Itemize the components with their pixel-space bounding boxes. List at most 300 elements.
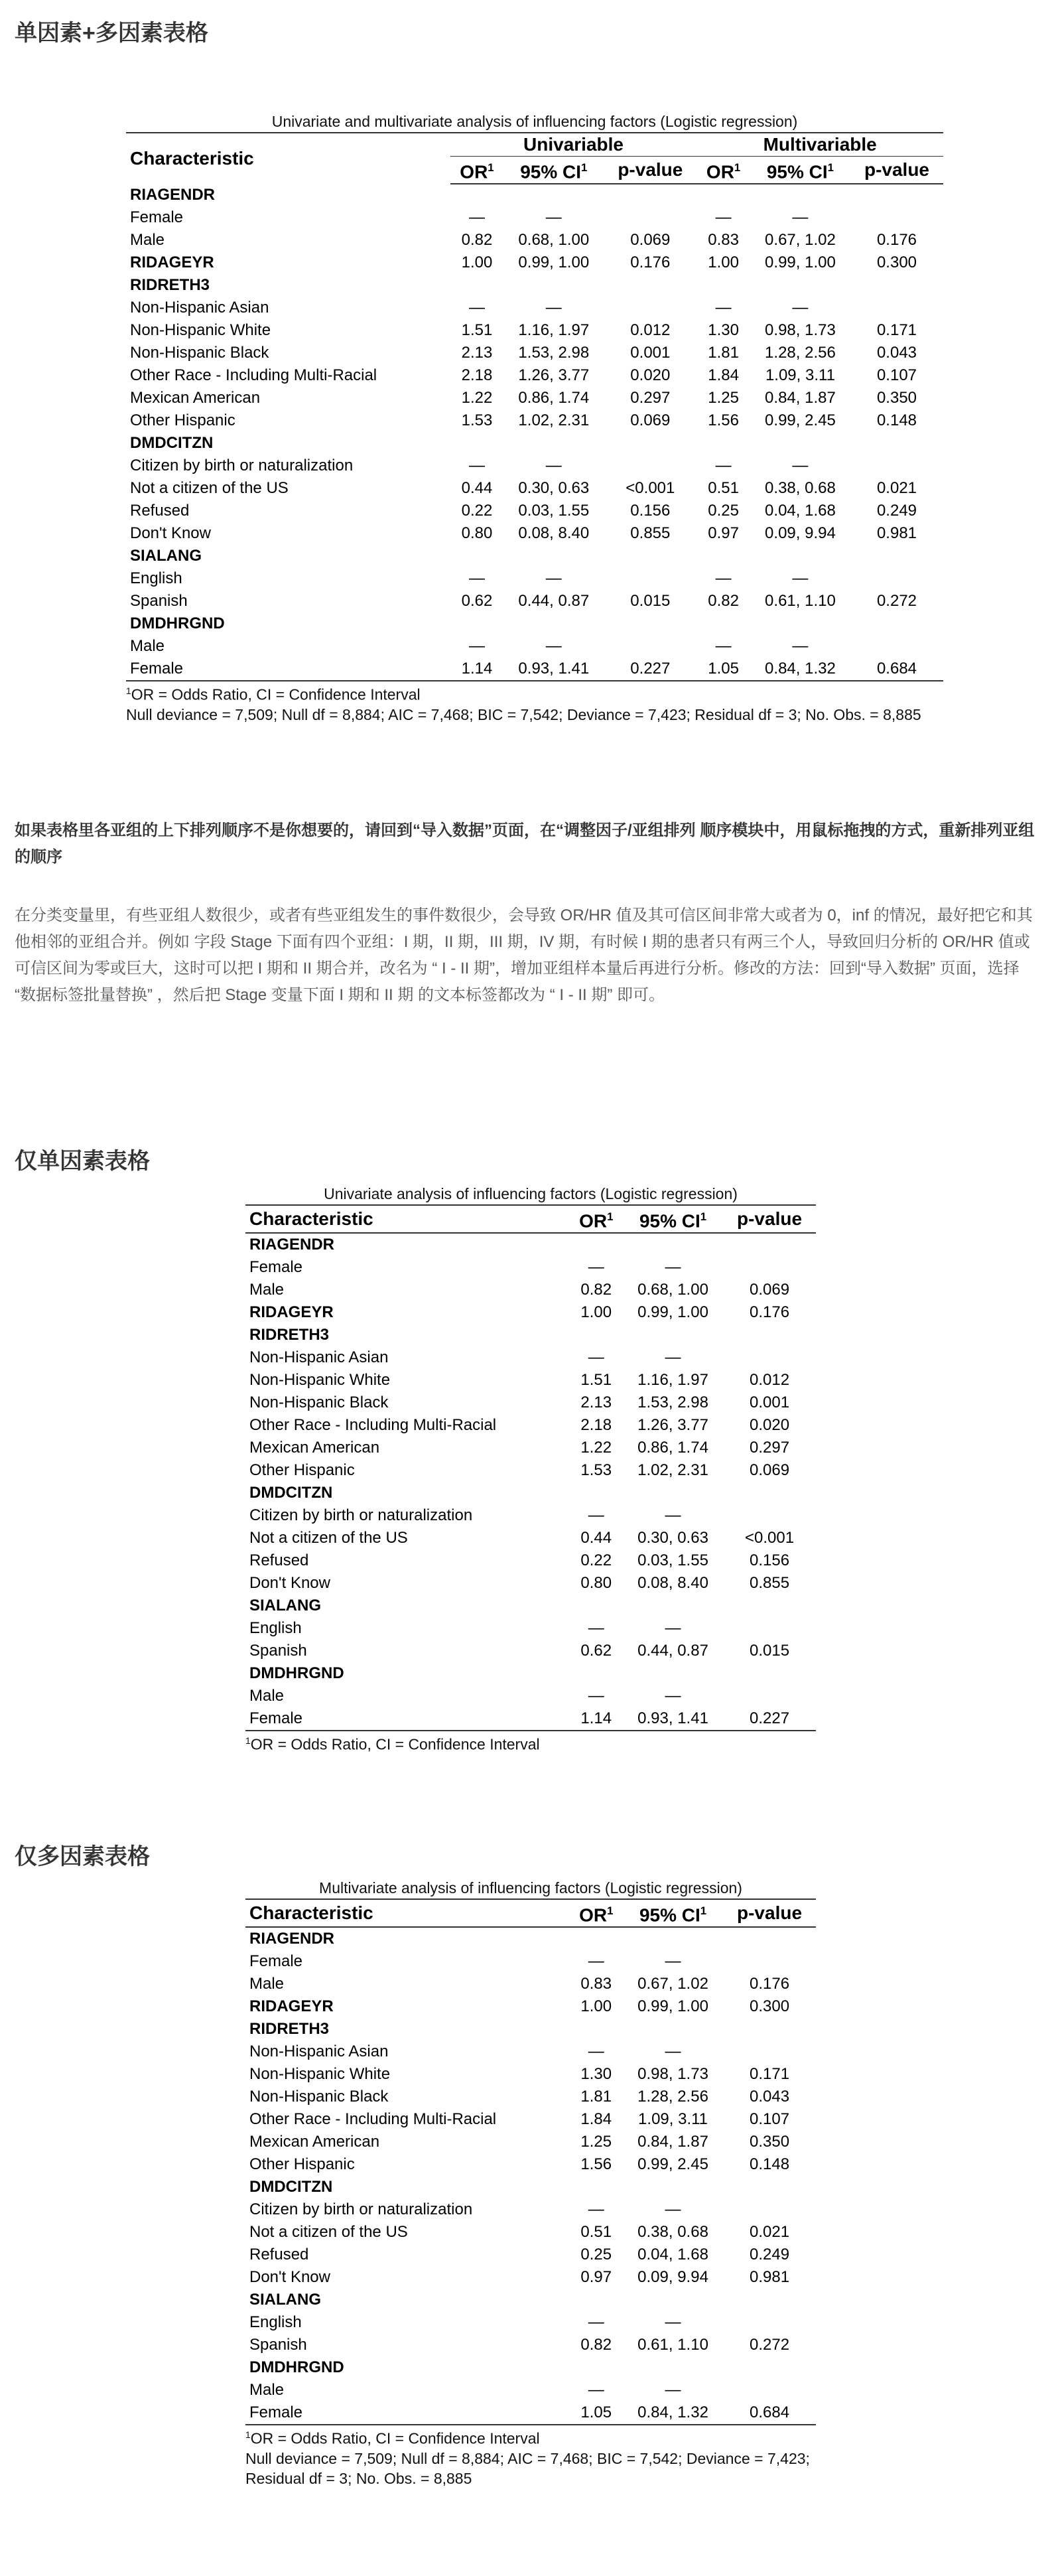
variable-name: RIAGENDR (249, 1236, 335, 1254)
p-value (723, 1950, 816, 1973)
level-name: Other Race - Including Multi-Racial (249, 1416, 497, 1435)
level-name: English (249, 2313, 302, 2332)
p-value (850, 612, 943, 635)
p-value (850, 567, 943, 590)
header-p: p-value (723, 1899, 816, 1927)
or-value: 2.13 (580, 1394, 612, 1412)
p-value (850, 184, 943, 206)
ci-value: — (665, 2042, 681, 2061)
or-value: 1.56 (708, 411, 739, 430)
ci-value: — (665, 1506, 681, 1525)
ci-value: 0.67, 1.02 (637, 1975, 708, 1993)
table-row (245, 2221, 816, 2244)
ci-value: — (792, 208, 809, 227)
header-characteristic: Characteristic (126, 133, 450, 184)
p-value: 0.001 (630, 344, 671, 362)
p-value (723, 2379, 816, 2401)
table-row (126, 567, 943, 590)
or-value (450, 274, 504, 297)
table-row (245, 1927, 816, 1950)
or-value: 0.25 (708, 502, 739, 520)
level-name: Other Hispanic (249, 1461, 355, 1480)
p-value: 0.300 (876, 253, 917, 272)
ci-value (503, 184, 604, 206)
table-row (126, 432, 943, 455)
combined-table-wrap (126, 113, 943, 725)
p-value (604, 184, 696, 206)
p-value (723, 2176, 816, 2198)
level-name: Male (249, 1281, 285, 1299)
level-name: Mexican American (130, 389, 261, 407)
p-value: 0.015 (630, 592, 671, 610)
p-value: 0.012 (749, 1371, 790, 1390)
p-value: 0.227 (604, 658, 696, 681)
ci-value: 0.86, 1.74 (518, 389, 590, 407)
table-row (245, 2401, 816, 2425)
table-row (245, 1414, 816, 1437)
or-value: — (715, 208, 732, 227)
variable-name: RIAGENDR (249, 1930, 335, 1948)
level-name: Not a citizen of the US (249, 1529, 408, 1547)
level-name: Non-Hispanic Black (249, 1394, 389, 1412)
or-value: — (468, 208, 485, 227)
p-value: 0.015 (749, 1642, 790, 1660)
or-value: — (468, 457, 485, 475)
or-value (450, 432, 504, 455)
p-value: 0.176 (749, 1975, 790, 1993)
ci-value: 1.53, 2.98 (637, 1394, 708, 1412)
or-value: 1.81 (580, 2088, 612, 2106)
ci-value (623, 1662, 723, 1685)
p-value (604, 545, 696, 567)
or-value: 0.82 (580, 2336, 612, 2354)
or-value: 1.25 (580, 2133, 612, 2151)
or-value: — (588, 1619, 604, 1638)
level-name: Spanish (249, 2336, 307, 2354)
header-or: $OR^1$ (569, 1899, 623, 1927)
table-footnote: $^1$OR = Odds Ratio, CI = Confidence Interval (245, 1735, 540, 1753)
level-name: Don't Know (130, 524, 211, 543)
ci-value: — (545, 457, 562, 475)
or-value: 1.51 (580, 1371, 612, 1390)
level-name: Female (249, 1952, 303, 1971)
or-value: — (588, 1258, 604, 1277)
or-value: — (468, 637, 485, 656)
level-name: Don't Know (249, 1574, 330, 1593)
level-name: Spanish (130, 592, 188, 610)
p-value (723, 2018, 816, 2040)
or-value: 1.00 (580, 1997, 612, 2016)
ci-value: — (665, 2381, 681, 2399)
model-stats: Null deviance = 7,509; Null df = 8,884; AIC = 7,468; BIC = 7,542; Deviance = 7,423; Residual df = 3; No. Obs. = 8,885 (126, 705, 921, 723)
ci-value: 0.93, 1.41 (503, 658, 604, 681)
multivariate-table (245, 1879, 816, 2425)
or-value: 1.00 (461, 253, 493, 272)
ci-value (503, 432, 604, 455)
or-value: — (588, 2042, 604, 2061)
ci-value: 0.30, 0.63 (637, 1529, 708, 1547)
p-value (723, 2198, 816, 2221)
variable-name: SIALANG (249, 1597, 321, 1615)
p-value (723, 1482, 816, 1504)
table-row (245, 1369, 816, 1392)
header-univariable: Univariable (450, 133, 697, 157)
or-value: 2.18 (580, 1416, 612, 1435)
or-value (569, 1595, 623, 1617)
table-row (245, 2086, 816, 2108)
ci-value (750, 184, 850, 206)
variable-name: SIALANG (130, 547, 202, 565)
or-value: 1.00 (580, 1303, 612, 1322)
ci-value: 0.61, 1.10 (765, 592, 836, 610)
or-value: — (715, 569, 732, 588)
table-row (245, 1617, 816, 1640)
level-name: Citizen by birth or naturalization (249, 2200, 473, 2219)
or-value: 1.30 (708, 321, 739, 340)
table-row (245, 2244, 816, 2266)
ci-value (623, 1233, 723, 1256)
p-value: 0.855 (630, 524, 671, 543)
or-value (696, 612, 750, 635)
table-row (245, 1324, 816, 1346)
table-row (245, 1301, 816, 1324)
variable-name: DMDCITZN (130, 434, 214, 453)
univariate-table-body (245, 1233, 816, 1731)
ci-value: — (665, 1348, 681, 1367)
ci-value: 0.38, 0.68 (637, 2223, 708, 2242)
or-value: — (588, 2381, 604, 2399)
ci-value: — (545, 208, 562, 227)
p-value: 0.020 (749, 1416, 790, 1435)
table-row (245, 1995, 816, 2018)
or-value: 1.84 (708, 366, 739, 385)
ci-value (503, 545, 604, 567)
level-name: Male (130, 637, 165, 656)
table-caption: Univariate and multivariate analysis of influencing factors (Logistic regression) (271, 113, 798, 130)
ci-value: — (792, 637, 809, 656)
multivariate-table-wrap (245, 1879, 816, 2488)
ci-value: — (665, 2200, 681, 2219)
multivariate-table-body (245, 1927, 816, 2425)
or-value (569, 2018, 623, 2040)
or-value: 0.25 (580, 2246, 612, 2264)
ci-value: 0.44, 0.87 (518, 592, 590, 610)
p-value (850, 274, 943, 297)
level-name: Female (245, 2401, 569, 2425)
or-value (569, 1662, 623, 1685)
level-name: Refused (249, 2246, 309, 2264)
header-ci: 95% $CI^1$ (623, 1205, 723, 1233)
or-value: — (468, 299, 485, 317)
ci-value: 1.09, 3.11 (638, 2110, 708, 2129)
level-name: Non-Hispanic White (249, 1371, 391, 1390)
or-value: 1.51 (461, 321, 493, 340)
or-value (450, 612, 504, 635)
header-or: $OR^1$ (450, 157, 504, 184)
or-value (569, 2289, 623, 2311)
or-value (569, 1482, 623, 1504)
or-value (696, 432, 750, 455)
or-value: 0.51 (580, 2223, 612, 2242)
ci-value (503, 274, 604, 297)
level-name: Other Hispanic (249, 2155, 355, 2174)
ci-value (623, 1927, 723, 1950)
level-name: Other Race - Including Multi-Racial (249, 2110, 497, 2129)
p-value: 0.684 (850, 658, 943, 681)
header-p: p-value (604, 157, 696, 184)
table-row (245, 1707, 816, 1731)
or-value: 0.22 (461, 502, 493, 520)
p-value (604, 432, 696, 455)
table-row (126, 545, 943, 567)
ci-value: 0.86, 1.74 (637, 1439, 708, 1457)
ci-value (623, 1595, 723, 1617)
table-row (245, 2356, 816, 2379)
level-name: Female (249, 1258, 303, 1277)
table-row (126, 364, 943, 387)
table-row (126, 274, 943, 297)
table-row (126, 500, 943, 522)
p-value (723, 1233, 816, 1256)
variable-name: RIAGENDR (130, 186, 216, 204)
level-name: Male (249, 2381, 285, 2399)
p-value (850, 432, 943, 455)
ci-value: 1.02, 2.31 (637, 1461, 708, 1480)
or-value: 0.62 (580, 1642, 612, 1660)
or-value: — (715, 637, 732, 656)
level-name: Male (130, 231, 165, 250)
ci-value (750, 432, 850, 455)
variable-name: DMDHRGND (249, 2358, 344, 2377)
p-value (850, 545, 943, 567)
ci-value: 0.68, 1.00 (637, 1281, 708, 1299)
ci-value: 1.28, 2.56 (765, 344, 836, 362)
or-value: 0.80 (461, 524, 493, 543)
level-name: Refused (249, 1551, 309, 1570)
table-row (245, 2334, 816, 2356)
table-row (245, 1685, 816, 1707)
header-or: $OR^1$ (569, 1205, 623, 1233)
p-value (604, 635, 696, 658)
ci-value: 0.84, 1.87 (765, 389, 836, 407)
table-row (245, 1392, 816, 1414)
table-row (126, 184, 943, 206)
table-row (126, 251, 943, 274)
p-value: 0.300 (749, 1997, 790, 2016)
header-characteristic: Characteristic (245, 1899, 569, 1927)
ci-value: 0.38, 0.68 (765, 479, 836, 498)
p-value: 0.021 (749, 2223, 790, 2242)
header-p: p-value (850, 157, 943, 184)
variable-name: RIDRETH3 (249, 1326, 330, 1344)
level-name: Non-Hispanic Black (130, 344, 269, 362)
ci-value: 0.99, 1.00 (518, 253, 590, 272)
p-value: 0.176 (630, 253, 671, 272)
ci-value: 0.03, 1.55 (518, 502, 590, 520)
table-row (245, 2289, 816, 2311)
or-value: 0.62 (461, 592, 493, 610)
univariate-table-wrap (245, 1185, 816, 1754)
table-row (245, 2311, 816, 2334)
or-value (696, 274, 750, 297)
p-value: 0.272 (876, 592, 917, 610)
table-row (245, 1459, 816, 1482)
p-value: 0.981 (876, 524, 917, 543)
table-row (126, 387, 943, 409)
level-name: Other Race - Including Multi-Racial (130, 366, 377, 385)
p-value: 0.171 (876, 321, 917, 340)
or-value: 0.82 (580, 1281, 612, 1299)
ci-value: 0.99, 2.45 (637, 2155, 708, 2174)
ci-value: 0.03, 1.55 (637, 1551, 708, 1570)
or-value: — (588, 1952, 604, 1971)
p-value: 0.350 (876, 389, 917, 407)
or-value: 0.44 (580, 1529, 612, 1547)
ci-value (623, 2018, 723, 2040)
p-value: 0.012 (630, 321, 671, 340)
p-value: <0.001 (744, 1529, 795, 1547)
level-name: English (249, 1619, 302, 1638)
p-value (604, 567, 696, 590)
variable-name: RIDRETH3 (249, 2020, 330, 2039)
table-row (245, 1640, 816, 1662)
or-value: 0.97 (580, 2268, 612, 2287)
p-value: 0.069 (630, 231, 671, 250)
variable-name: DMDHRGND (249, 1664, 344, 1683)
or-value: — (715, 299, 732, 317)
model-stats: Null deviance = 7,509; Null df = 8,884; AIC = 7,468; BIC = 7,542; Deviance = 7,423; Residual df = 3; No. Obs. = 8,885 (245, 2449, 810, 2487)
p-value: 0.001 (749, 1394, 790, 1412)
p-value: 0.171 (749, 2065, 790, 2084)
or-value: 1.81 (708, 344, 739, 362)
level-name: Non-Hispanic Asian (249, 2042, 389, 2061)
or-value (450, 545, 504, 567)
table-footnote: $^1$OR = Odds Ratio, CI = Confidence Interval (126, 685, 421, 703)
p-value: 0.021 (876, 479, 917, 498)
p-value (850, 206, 943, 229)
level-name: Non-Hispanic White (249, 2065, 391, 2084)
level-name: Non-Hispanic Black (249, 2088, 389, 2106)
p-value: 0.249 (749, 2246, 790, 2264)
table-footnote: $^1$OR = Odds Ratio, CI = Confidence Interval (245, 2429, 540, 2447)
level-name: Female (245, 1707, 569, 1731)
ci-value: 0.68, 1.00 (518, 231, 590, 250)
level-name: Female (130, 208, 184, 227)
p-value (850, 455, 943, 477)
p-value: 0.107 (876, 366, 917, 385)
p-value: 0.069 (749, 1281, 790, 1299)
ci-value: 1.26, 3.77 (518, 366, 590, 385)
ci-value: 0.99, 2.45 (765, 411, 836, 430)
ci-value: 0.67, 1.02 (765, 231, 836, 250)
ci-value: 0.99, 1.00 (765, 253, 836, 272)
table-row (245, 1572, 816, 1595)
table-row (245, 1437, 816, 1459)
table-caption: Multivariate analysis of influencing factors (Logistic regression) (319, 1879, 742, 1896)
p-value: 0.227 (723, 1707, 816, 1731)
table-row (126, 455, 943, 477)
ci-value: 1.28, 2.56 (637, 2088, 708, 2106)
ci-value: — (665, 1687, 681, 1705)
table-row (126, 319, 943, 342)
or-value: 0.97 (708, 524, 739, 543)
table-row (245, 2176, 816, 2198)
or-value: 1.14 (569, 1707, 623, 1731)
p-value (723, 1346, 816, 1369)
ci-value: 0.09, 9.94 (637, 2268, 708, 2287)
ci-value: 0.93, 1.41 (623, 1707, 723, 1731)
or-value: — (588, 1506, 604, 1525)
p-value (723, 1927, 816, 1950)
p-value (723, 2311, 816, 2334)
ci-value (750, 274, 850, 297)
ci-value: 0.98, 1.73 (765, 321, 836, 340)
level-name: Non-Hispanic Asian (249, 1348, 389, 1367)
or-value (696, 545, 750, 567)
table-row (245, 2198, 816, 2221)
table-row (245, 1527, 816, 1549)
ci-value: — (545, 569, 562, 588)
ci-value: — (792, 457, 809, 475)
ci-value: 0.84, 1.32 (623, 2401, 723, 2425)
header-p: p-value (723, 1205, 816, 1233)
p-value (723, 1504, 816, 1527)
table-row (245, 1504, 816, 1527)
or-value: 1.00 (708, 253, 739, 272)
or-value: 0.22 (580, 1551, 612, 1570)
or-value (569, 2176, 623, 2198)
header-ci: 95% $CI^1$ (750, 157, 850, 184)
p-value: 0.297 (749, 1439, 790, 1457)
p-value (604, 612, 696, 635)
p-value: 0.272 (749, 2336, 790, 2354)
table-row (245, 1549, 816, 1572)
ci-value: 0.99, 1.00 (637, 1997, 708, 2016)
variable-name: RIDRETH3 (130, 276, 210, 295)
p-value (723, 2040, 816, 2063)
ci-value: 0.04, 1.68 (637, 2246, 708, 2264)
ci-value: 1.53, 2.98 (518, 344, 590, 362)
level-name: Other Hispanic (130, 411, 235, 430)
table-row (245, 1950, 816, 1973)
table-row (126, 477, 943, 500)
table-row (126, 522, 943, 545)
section-title-multivariate: 仅多因素表格 (15, 1844, 150, 1869)
ci-value: — (665, 2313, 681, 2332)
ci-value: 1.02, 2.31 (518, 411, 590, 430)
or-value: 1.14 (450, 658, 504, 681)
ci-value: 1.26, 3.77 (637, 1416, 708, 1435)
variable-name: RIDAGEYR (130, 253, 214, 272)
p-value: 0.043 (749, 2088, 790, 2106)
or-value (450, 184, 504, 206)
table-row (126, 297, 943, 319)
p-value (723, 2289, 816, 2311)
ci-value: 0.61, 1.10 (637, 2336, 708, 2354)
p-value: 0.148 (876, 411, 917, 430)
level-name: Citizen by birth or naturalization (249, 1506, 473, 1525)
variable-name: RIDAGEYR (249, 1997, 334, 2016)
header-ci: 95% $CI^1$ (503, 157, 604, 184)
or-value (569, 2356, 623, 2379)
ci-value: 0.98, 1.73 (637, 2065, 708, 2084)
ci-value: 0.08, 8.40 (518, 524, 590, 543)
level-name: Mexican American (249, 1439, 380, 1457)
or-value: 0.83 (580, 1975, 612, 1993)
p-value: 0.148 (749, 2155, 790, 2174)
ci-value: 1.09, 3.11 (765, 366, 835, 385)
p-value: 0.043 (876, 344, 917, 362)
